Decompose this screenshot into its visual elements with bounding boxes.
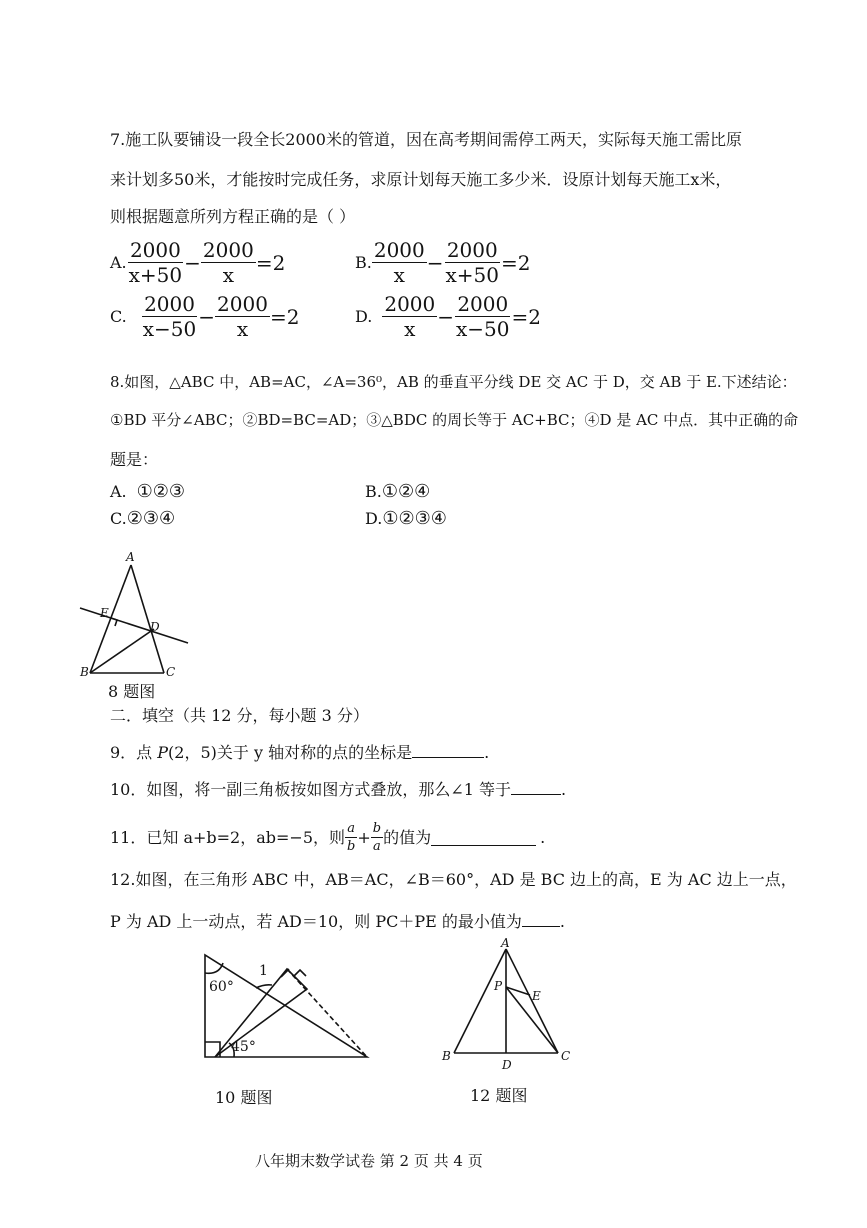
answer-blank[interactable] [522,910,560,927]
label-e: E [100,606,109,620]
label-a: A [501,936,510,950]
q12-line-1: 12.如图，在三角形 ABC 中，AB＝AC，∠B＝60°，AD 是 BC 边上的高，E 为 AC 边上一点， [110,870,797,889]
q8-line-3: 题是： [110,450,159,469]
q8-figure [70,545,210,690]
q11-post: 的值为 [383,827,432,847]
option-label: C. [110,307,127,326]
q10-text: 10．如图，将一副三角板按如图方式叠放，那么∠1 等于 [110,780,512,799]
q11-end: . [540,827,546,847]
segment-ab [90,565,131,673]
minus-sign: − [437,304,455,329]
section-2-heading: 二．填空（共 12 分，每小题 3 分） [110,706,369,725]
segment-ac [131,565,164,673]
option-text: ②③④ [126,508,176,529]
option-label: C. [110,509,127,528]
label-p: P [494,979,503,993]
fraction: $\frac{2000}{x}$ [217,292,268,341]
equation-rhs: =2 [269,304,300,329]
q8-option-a[interactable] [110,481,185,502]
option-label: A. [110,253,127,272]
angle-1-label: 1 [259,963,268,979]
q12-line-2 [110,910,565,932]
q9-end: . [484,743,490,762]
label-a: A [126,550,135,564]
q8-option-d[interactable] [365,508,447,529]
fraction-b-over-a: $\frac{b}{a}$ [372,821,382,854]
option-label: D. [365,509,383,528]
answer-blank[interactable] [431,829,536,846]
q12-line-2-text: P 为 AD 上一动点，若 AD＝10，则 PC＋PE 的最小值为 [110,912,522,931]
angle-45-label: 45° [231,1039,256,1055]
perpendicular-bisector-de [80,608,188,643]
plus-sign: + [357,827,371,847]
page-footer: 八年期末数学试卷 第 2 页 共 4 页 [255,1152,483,1170]
equation-rhs: =2 [511,304,541,329]
q7-line-1: 7.施工队要铺设一段全长2000米的管道，因在高考期间需停工两天，实际每天施工需比原 [110,130,742,149]
q11-pre: 11．已知 a+b=2，ab=−5，则 [110,827,345,847]
answer-blank[interactable] [412,741,484,758]
minus-sign: − [184,250,201,275]
option-label: B. [365,482,382,501]
q7-option-c[interactable] [110,294,299,339]
q7-option-d[interactable] [355,294,541,339]
right-angle-mark [111,618,117,626]
q8-line-2: ①BD 平分∠ABC；②BD=BC=AD；③△BDC 的周长等于 AC+BC；④D 是 AC 中点．其中正确的命 [110,411,799,429]
q8-line-1: 8.如图，△ABC 中，AB=AC，∠A=36⁰，AB 的垂直平分线 DE 交 AC 于 D，交 AB 于 E.下述结论： [110,373,797,391]
q10-end: . [561,780,567,799]
segment-bd [90,629,154,673]
equation-rhs: =2 [501,250,531,275]
q8-option-b[interactable] [365,481,430,502]
q10 [110,778,566,800]
option-text: ①②④ [381,481,431,502]
option-label: B. [355,253,372,272]
q8-figure-caption: 8 题图 [108,682,156,701]
fraction: $\frac{2000}{x}$ [384,292,436,341]
option-text: ①②③ [136,481,186,502]
dashed-line [287,969,367,1057]
q10-figure-caption: 10 题图 [215,1088,273,1107]
right-angle-mark [294,970,306,976]
segment-ab [454,949,506,1053]
equation-rhs: =2 [255,250,286,275]
q11 [110,822,545,853]
q7-option-b[interactable] [355,240,531,285]
label-c: C [561,1049,571,1063]
fraction: $\frac{2000}{x-50}$ [456,292,510,341]
q12-end: . [559,912,565,931]
option-label: A. [110,482,127,501]
fraction: $\frac{2000}{x}$ [202,238,254,287]
q12-figure-caption: 12 题图 [470,1086,528,1105]
option-text: ①②③④ [382,508,447,529]
angle-60-label: 60° [209,979,234,995]
q8-option-c[interactable] [110,508,175,529]
fraction: $\frac{2000}{x+50}$ [128,238,183,287]
q7-option-a[interactable] [110,240,285,285]
option-label: D. [355,307,373,326]
q9-point: P [157,743,169,762]
label-d: D [502,1058,512,1072]
fraction-a-over-b: $\frac{a}{b}$ [347,821,356,854]
minus-sign: − [426,250,444,275]
q9-pre: 9．点 [110,743,158,762]
label-b: B [442,1049,451,1063]
q9-coords: (2，5) [168,743,217,762]
fraction: $\frac{2000}{x}$ [373,238,425,287]
label-c: C [166,665,176,679]
label-b: B [80,665,89,679]
fraction: $\frac{2000}{x+50}$ [445,238,500,287]
label-e: E [532,989,541,1003]
q9 [110,741,489,763]
minus-sign: − [198,304,216,329]
label-d: D [150,620,160,634]
q7-line-2: 来计划多50米，才能按时完成任务，求原计划每天施工多少米．设原计划每天施工x米， [110,170,732,189]
q12-figure [430,935,580,1075]
q7-line-3: 则根据题意所列方程正确的是（ ） [110,207,356,226]
q9-post: 关于 y 轴对称的点的坐标是 [216,743,413,762]
q10-figure [195,945,380,1065]
fraction: $\frac{2000}{x-50}$ [142,292,197,341]
arc-1 [256,985,272,988]
answer-blank[interactable] [511,778,561,795]
